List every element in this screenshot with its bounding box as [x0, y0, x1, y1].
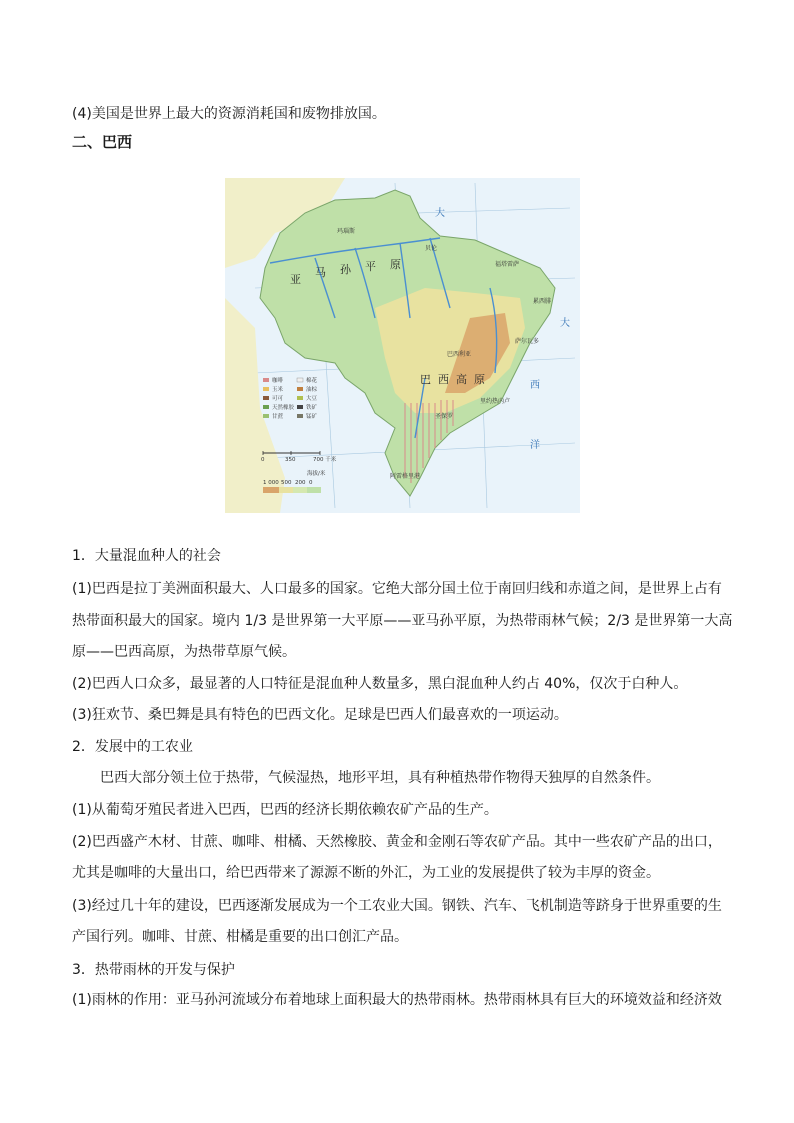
paragraph-line: (1)雨林的作用：亚马孙河流域分布着地球上面积最大的热带雨林。热带雨林具有巨大的环境效益和经济效 [72, 992, 722, 1008]
map-ocean-label: 大 [435, 208, 445, 219]
legend-item: 大豆 [306, 396, 318, 402]
city-label: 贝伦 [425, 245, 438, 252]
elevation-tick: 1 000 [263, 480, 279, 486]
map-label: 平 [365, 260, 376, 273]
map-label: 亚 [290, 273, 301, 286]
section-heading: 1．大量混血种人的社会 [72, 548, 221, 564]
paragraph-line: (3)狂欢节、桑巴舞是具有特色的巴西文化。足球是巴西人们最喜欢的一项运动。 [72, 707, 568, 723]
city-label: 累西腓 [533, 298, 552, 305]
section-heading: 3．热带雨林的开发与保护 [72, 962, 235, 978]
legend-item: 咖啡 [272, 378, 284, 384]
map-label: 原 [390, 258, 401, 271]
paragraph-line: (2)巴西盛产木材、甘蔗、咖啡、柑橘、天然橡胶、黄金和金刚石等农矿产品。其中一些农矿产品的出口， [72, 834, 722, 850]
elevation-tick: 500 [281, 480, 292, 486]
section-heading: 2．发展中的工农业 [72, 739, 193, 755]
map-ocean-label: 大 [560, 318, 570, 329]
text-line: (4)美国是世界上最大的资源消耗国和废物排放国。 [72, 106, 386, 122]
city-label: 巴西利亚 [447, 351, 472, 358]
paragraph-line: 产国行列。咖啡、甘蔗、柑橘是重要的出口创汇产品。 [72, 929, 408, 945]
map-label: 马 [315, 266, 326, 279]
city-label: 里约热内卢 [480, 398, 511, 405]
city-label: 萨尔瓦多 [515, 338, 540, 345]
paragraph-line: (2)巴西人口众多，最显著的人口特征是混血种人数量多，黑白混血种人约占 40%，仅次于白种人。 [72, 676, 688, 692]
paragraph-line: 热带面积最大的国家。境内 1/3 是世界第一大平原——亚马孙平原，为热带雨林气候；2/3 是世界第一大高 [72, 613, 733, 629]
elevation-title: 海拔/米 [307, 471, 326, 477]
brazil-map [225, 178, 580, 513]
paragraph-line: 尤其是咖啡的大量出口，给巴西带来了源源不断的外汇，为工业的发展提供了较为丰厚的资金。 [72, 865, 660, 881]
paragraph-line: (3)经过几十年的建设，巴西逐渐发展成为一个工农业大国。钢铁、汽车、飞机制造等跻身于世界重要的生 [72, 898, 722, 914]
map-ocean-label: 西 [530, 380, 540, 391]
paragraph-line: 原——巴西高原，为热带草原气候。 [72, 644, 296, 660]
paragraph-line: (1)巴西是拉丁美洲面积最大、人口最多的国家。它绝大部分国土位于南回归线和赤道之间，是世界上占有 [72, 581, 722, 597]
city-label: 圣保罗 [435, 413, 454, 420]
paragraph-line: (1)从葡萄牙殖民者进入巴西，巴西的经济长期依赖农矿产品的生产。 [72, 802, 498, 818]
elevation-swatch [279, 487, 293, 493]
paragraph-line: 巴西大部分领土位于热带，气候湿热，地形平坦，具有种植热带作物得天独厚的自然条件。 [100, 770, 660, 786]
map-label: 高 [456, 373, 467, 386]
legend-item: 油棕 [306, 387, 318, 393]
elevation-tick: 200 [295, 480, 306, 486]
city-label: 玛瑙斯 [337, 228, 356, 235]
legend-item: 铁矿 [306, 405, 318, 411]
city-label: 阿雷格里港 [390, 473, 421, 480]
legend-item: 可可 [272, 396, 284, 402]
city-label: 福塔雷萨 [495, 261, 520, 268]
map-label: 孙 [340, 263, 351, 276]
map-label: 原 [474, 373, 485, 386]
map-label: 巴 [420, 373, 431, 386]
elevation-swatch [293, 487, 307, 493]
scale-tick: 700 千米 [313, 457, 337, 463]
section-heading: 二、巴西 [72, 133, 133, 151]
legend-item: 天然橡胶 [272, 405, 295, 411]
scale-tick: 0 [261, 457, 265, 463]
scale-tick: 350 [285, 457, 296, 463]
legend-item: 甘蔗 [272, 414, 284, 420]
elevation-tick: 0 [309, 480, 313, 486]
map-label: 西 [438, 373, 449, 386]
elevation-swatch [263, 487, 279, 493]
elevation-swatch [307, 487, 321, 493]
legend-item: 锰矿 [306, 414, 318, 420]
map-ocean-label: 洋 [530, 440, 540, 451]
legend-item: 棉花 [306, 378, 318, 384]
legend-item: 玉米 [272, 387, 284, 393]
